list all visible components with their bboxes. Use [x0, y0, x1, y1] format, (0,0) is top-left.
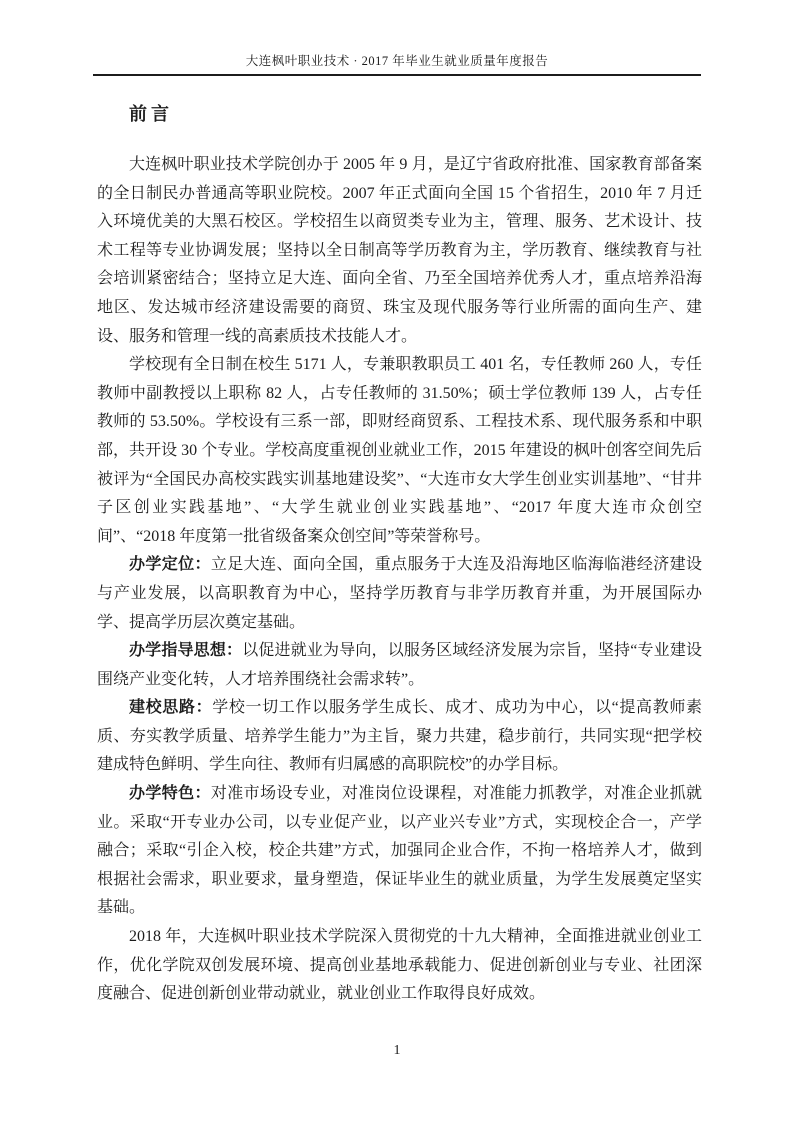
paragraph — [97, 351, 702, 551]
paragraph — [97, 780, 702, 923]
paragraph — [97, 637, 702, 694]
paragraph-text: 学校现有全日制在校生 5171 人，专兼职教职员工 401 名，专任教师 260 人，专任教师中副教授以上职称 82 人，占专任教师的 31.50%；硕士学位教师 139 人，占专任教师的 53.50%。学校设有三系一部，即财经商贸系、工程技术系、现代服务系和中职部，共开设 30 个专业。学校高度重视创业就业工作，2015 年建设的枫叶创客空间先后被评为“全国民办高校实践实训基地建设奖”、“大连市女大学生创业实训基地”、“甘井子区创业实践基地”、“大学生就业创业实践基地”、“2017 年度大连市众创空间”、“2018 年度第一批省级备案众创空间”等荣誉称号。 — [97, 356, 702, 545]
paragraph-text: 学校一切工作以服务学生成长、成才、成功为中心，以“提高教师素质、夯实教学质量、培养学生能力”为主旨，聚力共建，稳步前行，共同实现“把学校建成特色鲜明、学生向往、教师有归属感的高职院校”的办学目标。 — [97, 699, 702, 774]
paragraph — [97, 151, 702, 351]
paragraph-text: 大连枫叶职业技术学院创办于 2005 年 9 月，是辽宁省政府批准、国家教育部备案的全日制民办普通高等职业院校。2007 年正式面向全国 15 个省招生，2010 年 7 月迁入环境优美的大黑石校区。学校招生以商贸类专业为主，管理、服务、艺术设计、技术工程等专业协调发展；坚持以全日制高等学历教育为主，学历教育、继续教育与社会培训紧密结合；坚持立足大连、面向全省、乃至全国培养优秀人才，重点培养沿海地区、发达城市经济建设需要的商贸、珠宝及现代服务等行业所需的面向生产、建设、服务和管理一线的高素质技术技能人才。 — [97, 156, 702, 345]
paragraph-text: 以促进就业为导向，以服务区域经济发展为宗旨，坚持“专业建设围绕产业变化转，人才培养围绕社会需求转”。 — [97, 642, 702, 688]
paragraph-lead-label: 办学特色： — [129, 785, 211, 803]
paragraph — [97, 551, 702, 637]
paragraph-text: 对准市场设专业，对准岗位设课程，对准能力抓教学，对准企业抓就业。采取“开专业办公司，以专业促产业，以产业兴专业”方式，实现校企合一，产学融合；采取“引企入校，校企共建”方式，加强同企业合作，不拘一格培养人才，做到根据社会需求，职业要求，量身塑造，保证毕业生的就业质量，为学生发展奠定坚实基础。 — [97, 785, 702, 917]
paragraph-text: 2018 年，大连枫叶职业技术学院深入贯彻党的十九大精神，全面推进就业创业工作，优化学院双创发展环境、提高创业基地承载能力、促进创新创业与专业、社团深度融合、促进创新创业带动就业，就业创业工作取得良好成效。 — [97, 928, 702, 1003]
paragraph-text: 立足大连、面向全国，重点服务于大连及沿海地区临海临港经济建设与产业发展，以高职教育为中心，坚持学历教育与非学历教育并重，为开展国际办学、提高学历层次奠定基础。 — [97, 556, 702, 631]
running-header — [93, 52, 701, 76]
paragraph-lead-label: 办学定位： — [129, 556, 211, 574]
page-number: 1 — [393, 1043, 401, 1058]
page-title: 前言 — [129, 104, 173, 124]
paragraph-lead-label: 建校思路： — [129, 699, 213, 717]
paragraph — [97, 694, 702, 780]
paragraph-lead-label: 办学指导思想： — [129, 642, 243, 660]
paragraph — [97, 923, 702, 1009]
running-header-text: 大连枫叶职业技术 · 2017 年毕业生就业质量年度报告 — [245, 54, 549, 68]
content — [97, 151, 702, 1009]
